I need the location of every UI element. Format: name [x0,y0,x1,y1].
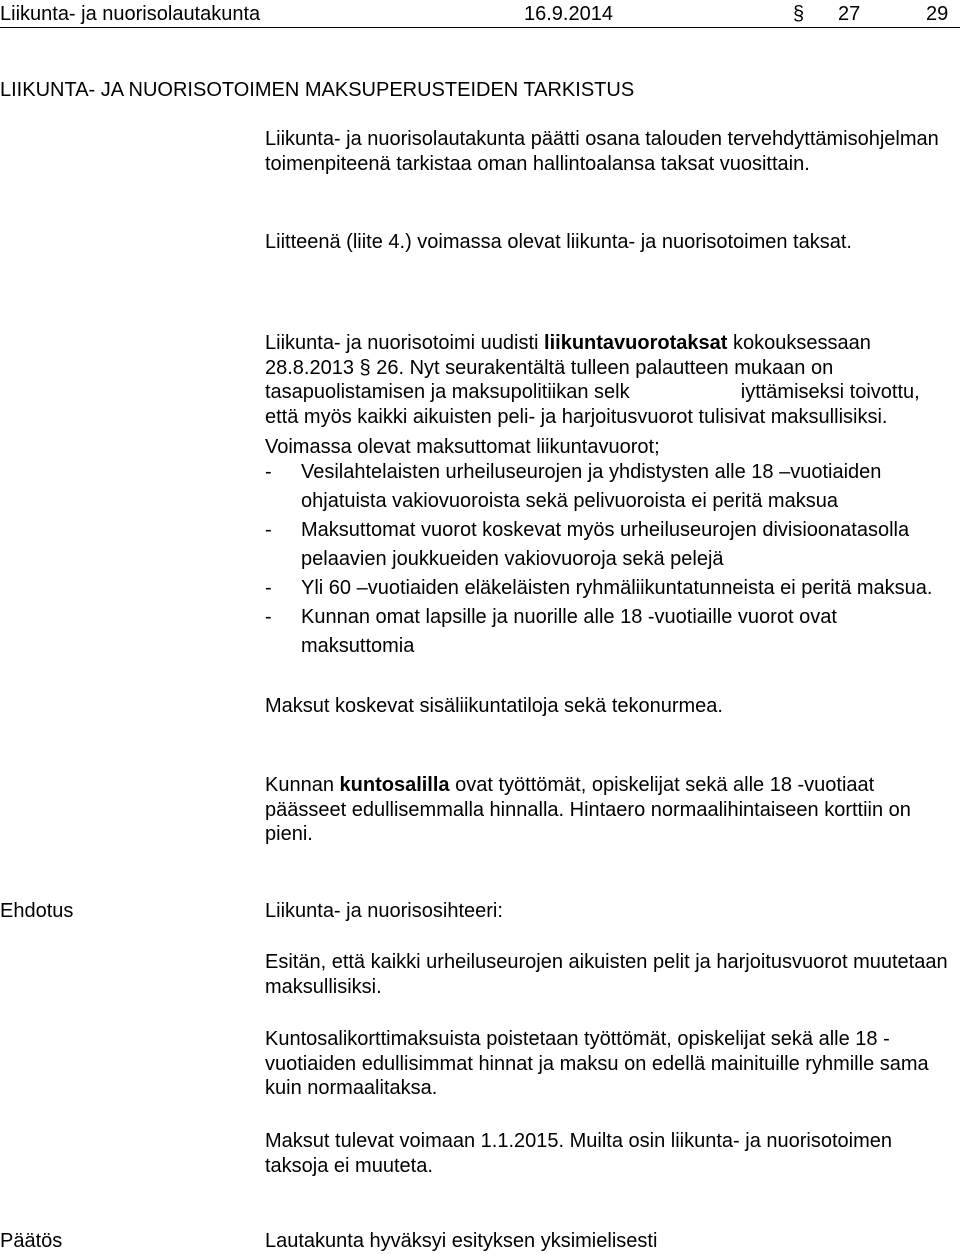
intro-text-3 [265,331,955,429]
list-item [265,603,955,661]
free-slots-footer: Maksut koskevat sisäliikuntatiloja sekä tekonurmea. [265,695,723,717]
proposal-author: Liikunta- ja nuorisosihteeri: [265,900,503,922]
list-item [265,516,955,574]
decision-text: Lautakunta hyväksyi esityksen yksimielisesti [265,1230,658,1252]
intro-text-2: Liitteenä (liite 4.) voimassa olevat liikunta- ja nuorisotoimen taksat. [265,231,852,253]
intro-text-3-bold: liikuntavuorotaksat [544,332,728,354]
free-slots-list [265,458,955,661]
intro-text-3-mid: kokouksessaan 28.8.2013 [265,332,877,379]
proposal-text-1: Esitän, että kaikki urheiluseurojen aikuisten pelit ja harjoitusvuorot muutetaan maksullisiksi. [265,951,948,998]
intro-paragraph-3 [265,282,955,454]
list-item [265,458,955,516]
free-slots-heading: Voimassa olevat maksuttomat liikuntavuorot; [265,436,660,458]
proposal-paragraph-1 [265,950,955,999]
list-dash: - [265,577,272,599]
list-item-text: Yli 60 –vuotiaiden eläkeläisten ryhmäliikuntatunneista ei peritä maksua. [301,577,933,599]
list-item-text: Vesilahtelaisten urheiluseurojen ja yhdistysten alle 18 –vuotiaiden ohjatuista vakiovuoroista sekä pelivuoroista ei peritä maksua [301,461,882,512]
proposal-text-3: Maksut tulevat voimaan 1.1.2015. Muilta osin liikunta- ja nuorisotoimen taksoja ei muuteta. [265,1130,892,1177]
list-item-text: Kunnan omat lapsille ja nuorille alle 18 -vuotiaille vuorot ovat maksuttomia [301,606,837,657]
gym-text-end: ovat työttömät, opiskelijat sekä alle 18 -vuotiaat päässeet edullisemmalla hinnalla. Hintaero normaalihintaiseen korttiin on pieni. [265,774,911,845]
section-symbol: § [359,356,371,379]
header-page-number: 29 [926,3,949,25]
header-rule [0,27,960,28]
intro-text-3-start: Liikunta- ja nuorisotoimi uudisti [265,332,545,354]
list-dash: - [265,519,272,541]
list-item [265,574,955,603]
decision-label: Päätös [0,1230,63,1252]
header-section-number: 27 [838,3,861,25]
proposal-label: Ehdotus [0,900,74,922]
document-title: LIIKUNTA- JA NUORISOTOIMEN MAKSUPERUSTEIDEN TARKISTUS [0,79,635,101]
list-dash: - [265,461,272,483]
intro-text-1: Liikunta- ja nuorisolautakunta päätti osana talouden tervehdyttämisohjelman toimenpiteenä tarkistaa oman hallintoalansa taksat vuosittain. [265,128,939,175]
proposal-paragraph-2 [265,1027,955,1101]
header-date: 16.9.2014 [524,3,613,25]
list-dash: - [265,606,272,628]
intro-paragraph-2 [265,230,955,255]
list-item-text: Maksuttomat vuorot koskevat myös urheiluseurojen divisioonatasolla pelaavien joukkueiden vakiovuoroja sekä pelejä [301,519,910,570]
header-committee: Liikunta- ja nuorisolautakunta [0,3,261,25]
header-section-symbol: § [793,3,805,25]
proposal-paragraph-3 [265,1129,955,1178]
intro-paragraph-1 [265,127,955,176]
gym-text-start: Kunnan [265,774,340,796]
gym-paragraph [265,773,955,847]
gym-text [265,773,955,847]
intro-text-3-end: 26. Nyt seurakentältä tulleen palautteen mukaan on tasapuolistamisen ja maksupolitiikan selk iyttämiseksi toivottu, että myös kaikki aikuisten peli- ja harjoitusvuorot tulisivat maksullisiksi. [265,356,926,428]
gym-text-bold: kuntosalilla [339,774,450,796]
proposal-text-2: Kuntosalikorttimaksuista poistetaan työttömät, opiskelijat sekä alle 18 -vuotiaiden edullisimmat hinnat ja maksu on edellä mainituille ryhmille sama kuin normaalitaksa. [265,1028,929,1099]
